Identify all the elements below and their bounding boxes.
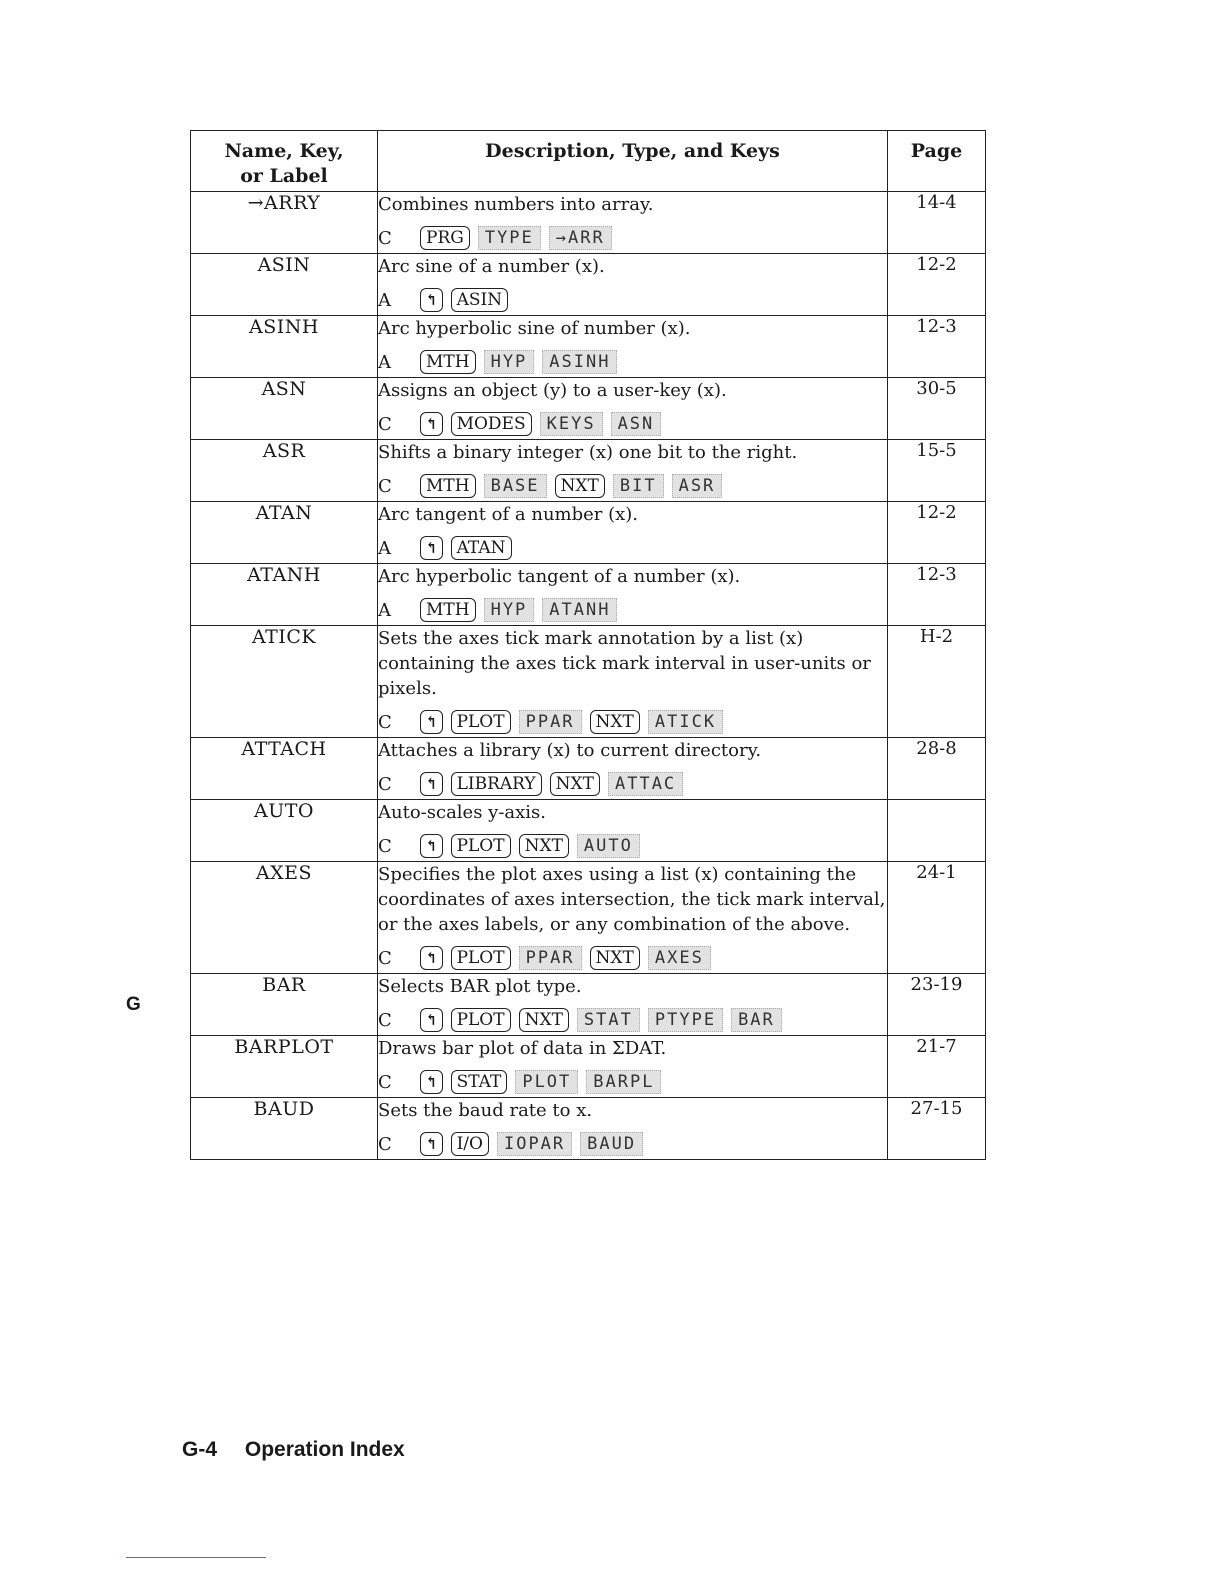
menu-label: PTYPE <box>648 1008 723 1032</box>
operation-type: A <box>378 537 391 559</box>
operation-description-cell <box>378 440 888 502</box>
operation-description-cell <box>378 254 888 316</box>
left-shift-key-icon: ↰ <box>420 536 443 560</box>
operation-type: C <box>378 1133 392 1155</box>
operation-type: C <box>378 835 392 857</box>
key-sequence <box>378 943 887 973</box>
operation-description-cell <box>378 738 888 800</box>
calculator-key: PLOT <box>451 710 511 734</box>
operation-description: Shifts a binary integer (x) one bit to the right. <box>378 442 798 463</box>
menu-label: HYP <box>484 598 535 622</box>
operation-description: Selects BAR plot type. <box>378 976 582 997</box>
operation-name: AXES <box>191 862 378 974</box>
calculator-key: PLOT <box>451 834 511 858</box>
key-sequence <box>378 1005 887 1035</box>
operation-description-cell <box>378 502 888 564</box>
operation-index-table <box>190 130 986 1160</box>
menu-label: ASN <box>611 412 662 436</box>
key-sequence <box>378 533 887 563</box>
key-sequence <box>378 223 887 253</box>
key-sequence <box>378 1067 887 1097</box>
key-sequence <box>378 769 887 799</box>
calculator-key: I/O <box>451 1132 489 1156</box>
operation-name: ASIN <box>191 254 378 316</box>
menu-label: ASR <box>672 474 723 498</box>
table-row <box>191 1098 986 1160</box>
key-sequence <box>378 707 887 737</box>
operation-description: Sets the axes tick mark annotation by a list (x) containing the axes tick mark interval in user-units or pixels. <box>378 628 871 699</box>
table-row <box>191 192 986 254</box>
operation-description: Arc hyperbolic tangent of a number (x). <box>378 566 741 587</box>
menu-label: IOPAR <box>497 1132 572 1156</box>
calculator-key: PLOT <box>451 1008 511 1032</box>
left-shift-key-icon: ↰ <box>420 710 443 734</box>
table-header-row <box>191 131 986 192</box>
operation-description: Attaches a library (x) to current directory. <box>378 740 762 761</box>
menu-label: KEYS <box>540 412 603 436</box>
calculator-key: NXT <box>550 772 600 796</box>
key-sequence <box>378 831 887 861</box>
page-reference: 12-3 <box>888 316 986 378</box>
page-reference: 23-19 <box>888 974 986 1036</box>
calculator-key: NXT <box>590 710 640 734</box>
calculator-key: NXT <box>555 474 605 498</box>
operation-description: Draws bar plot of data in ΣDAT. <box>378 1038 667 1059</box>
menu-label: BASE <box>484 474 547 498</box>
menu-label: PLOT <box>515 1070 578 1094</box>
table-row <box>191 502 986 564</box>
header-page: Page <box>888 131 986 192</box>
operation-name: ATTACH <box>191 738 378 800</box>
calculator-key: ATAN <box>451 536 512 560</box>
table-body <box>191 192 986 1160</box>
operation-type: A <box>378 599 391 621</box>
calculator-key: LIBRARY <box>451 772 542 796</box>
table-row <box>191 378 986 440</box>
operation-description: Arc sine of a number (x). <box>378 256 605 277</box>
left-shift-key-icon: ↰ <box>420 1070 443 1094</box>
calculator-key: MTH <box>420 474 476 498</box>
menu-label: BAR <box>731 1008 782 1032</box>
header-name-line1: Name, Key, <box>224 140 344 162</box>
operation-description: Specifies the plot axes using a list (x) containing the coordinates of axes intersection, the tick mark interval, or the axes labels, or any combination of the above. <box>378 864 886 935</box>
menu-label: BAUD <box>580 1132 643 1156</box>
operation-description-cell <box>378 316 888 378</box>
operation-description: Arc hyperbolic sine of number (x). <box>378 318 691 339</box>
page-reference: 30-5 <box>888 378 986 440</box>
operation-description-cell <box>378 564 888 626</box>
key-sequence <box>378 471 887 501</box>
operation-type: C <box>378 711 392 733</box>
operation-description-cell <box>378 800 888 862</box>
menu-label: PPAR <box>519 710 582 734</box>
calculator-key: STAT <box>451 1070 508 1094</box>
table-row <box>191 1036 986 1098</box>
menu-label: PPAR <box>519 946 582 970</box>
operation-name: ASR <box>191 440 378 502</box>
left-shift-key-icon: ↰ <box>420 834 443 858</box>
operation-name: ASN <box>191 378 378 440</box>
operation-name: BAR <box>191 974 378 1036</box>
page-reference: 12-3 <box>888 564 986 626</box>
operation-type: C <box>378 773 392 795</box>
operation-description-cell <box>378 974 888 1036</box>
operation-description: Sets the baud rate to x. <box>378 1100 593 1121</box>
table-row <box>191 626 986 738</box>
footer-page-number: G-4 <box>182 1438 218 1461</box>
calculator-key: ASIN <box>451 288 509 312</box>
table-row <box>191 564 986 626</box>
operation-description: Auto-scales y-axis. <box>378 802 547 823</box>
page-reference: 28-8 <box>888 738 986 800</box>
operation-description-cell <box>378 626 888 738</box>
left-shift-key-icon: ↰ <box>420 772 443 796</box>
page-reference: 14-4 <box>888 192 986 254</box>
key-sequence <box>378 409 887 439</box>
page-reference: H-2 <box>888 626 986 738</box>
operation-description-cell <box>378 1098 888 1160</box>
operation-description: Combines numbers into array. <box>378 194 654 215</box>
page-reference: 27-15 <box>888 1098 986 1160</box>
table-row <box>191 800 986 862</box>
footer-section-title: Operation Index <box>244 1438 405 1461</box>
menu-label: ATTAC <box>608 772 683 796</box>
operation-name: AUTO <box>191 800 378 862</box>
menu-label: ATICK <box>648 710 723 734</box>
key-sequence <box>378 285 887 315</box>
table-row <box>191 862 986 974</box>
calculator-key: PLOT <box>451 946 511 970</box>
menu-label: AUTO <box>577 834 640 858</box>
left-shift-key-icon: ↰ <box>420 946 443 970</box>
page-reference: 24-1 <box>888 862 986 974</box>
operation-type: C <box>378 413 392 435</box>
calculator-key: MTH <box>420 350 476 374</box>
operation-description: Assigns an object (y) to a user-key (x). <box>378 380 727 401</box>
page-reference: 12-2 <box>888 502 986 564</box>
operation-description-cell <box>378 862 888 974</box>
left-shift-key-icon: ↰ <box>420 412 443 436</box>
menu-label: STAT <box>577 1008 640 1032</box>
operation-type: A <box>378 289 391 311</box>
operation-name: ATANH <box>191 564 378 626</box>
operation-name: ATICK <box>191 626 378 738</box>
left-shift-key-icon: ↰ <box>420 1008 443 1032</box>
menu-label: BARPL <box>586 1070 661 1094</box>
operation-name: BARPLOT <box>191 1036 378 1098</box>
operation-type: C <box>378 1071 392 1093</box>
operation-name: ATAN <box>191 502 378 564</box>
menu-label: TYPE <box>478 226 541 250</box>
table-row <box>191 974 986 1036</box>
calculator-key: NXT <box>590 946 640 970</box>
left-shift-key-icon: ↰ <box>420 1132 443 1156</box>
table-row <box>191 254 986 316</box>
calculator-key: NXT <box>519 834 569 858</box>
operation-type: A <box>378 351 391 373</box>
key-sequence <box>378 1129 887 1159</box>
page-reference: 21-7 <box>888 1036 986 1098</box>
menu-label: BIT <box>613 474 664 498</box>
operation-type: C <box>378 475 392 497</box>
page-footer <box>182 1438 405 1462</box>
table-row <box>191 440 986 502</box>
key-sequence <box>378 347 887 377</box>
operation-name: →ARRY <box>191 192 378 254</box>
operation-name: BAUD <box>191 1098 378 1160</box>
operation-name: ASINH <box>191 316 378 378</box>
page-reference <box>888 800 986 862</box>
calculator-key: PRG <box>420 226 470 250</box>
operation-description-cell <box>378 192 888 254</box>
operation-type: C <box>378 947 392 969</box>
section-tab-letter: G <box>126 994 141 1015</box>
left-shift-key-icon: ↰ <box>420 288 443 312</box>
operation-description-cell <box>378 1036 888 1098</box>
operation-description-cell <box>378 378 888 440</box>
operation-description: Arc tangent of a number (x). <box>378 504 639 525</box>
header-name-line2: or Label <box>240 165 328 187</box>
menu-label: AXES <box>648 946 711 970</box>
operation-type: C <box>378 1009 392 1031</box>
menu-label: ASINH <box>542 350 617 374</box>
menu-label: →ARR <box>549 226 612 250</box>
footer-divider <box>126 1557 266 1558</box>
header-name-key-label <box>191 131 378 192</box>
menu-label: HYP <box>484 350 535 374</box>
table-row <box>191 738 986 800</box>
page-reference: 15-5 <box>888 440 986 502</box>
menu-label: ATANH <box>542 598 617 622</box>
table-row <box>191 316 986 378</box>
calculator-key: NXT <box>519 1008 569 1032</box>
header-description: Description, Type, and Keys <box>378 131 888 192</box>
page-reference: 12-2 <box>888 254 986 316</box>
calculator-key: MTH <box>420 598 476 622</box>
operation-type: C <box>378 227 392 249</box>
key-sequence <box>378 595 887 625</box>
calculator-key: MODES <box>451 412 532 436</box>
